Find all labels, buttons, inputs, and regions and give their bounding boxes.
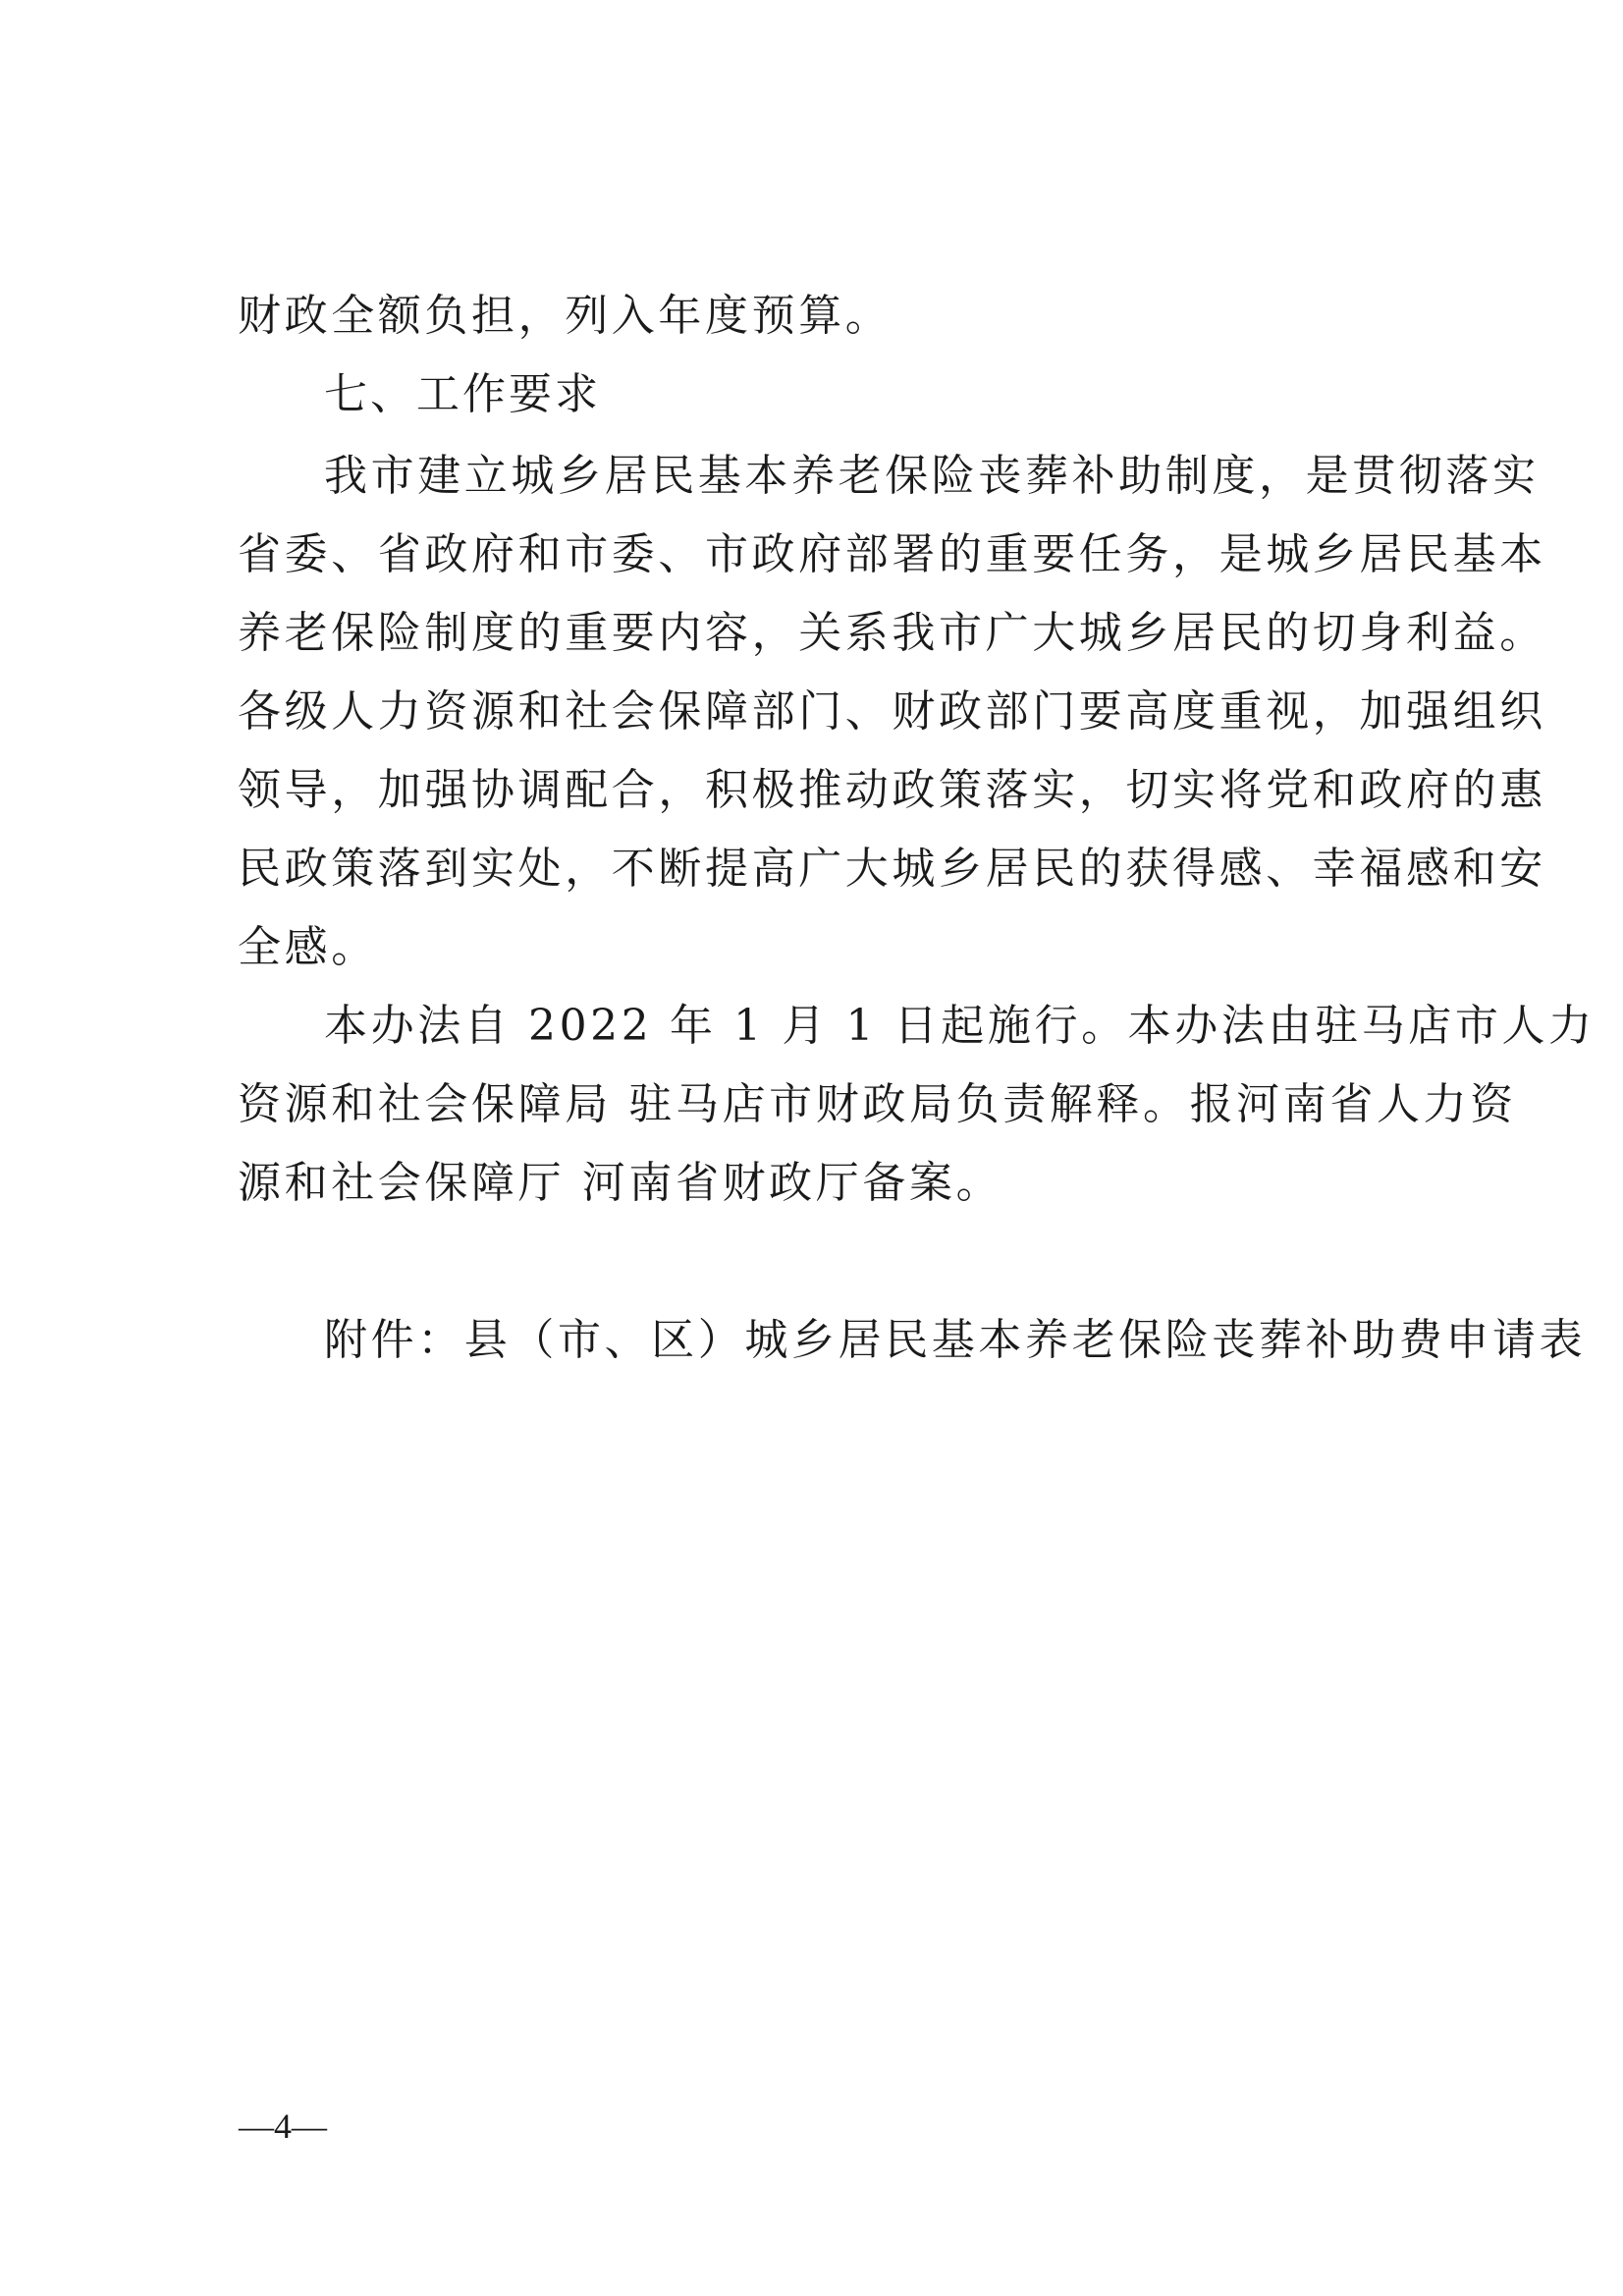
paragraph-line: 领导，加强协调配合，积极推动政策落实，切实将党和政府的惠	[238, 765, 1546, 815]
paragraph-line: 省委、省政府和市委、市政府部署的重要任务，是城乡居民基本	[238, 529, 1546, 579]
paragraph-line: 资源和社会保障局 驻马店市财政局负责解释。报河南省人力资	[238, 1079, 1517, 1129]
paragraph-line: 全感。	[238, 922, 378, 972]
paragraph-line: 民政策落到实处，不断提高广大城乡居民的获得感、幸福感和安	[238, 844, 1546, 894]
paragraph-line: 我市建立城乡居民基本养老保险丧葬补助制度，是贯彻落实	[324, 451, 1540, 501]
paragraph-line: 源和社会保障厅 河南省财政厅备案。	[238, 1158, 1003, 1208]
paragraph-line: 养老保险制度的重要内容，关系我市广大城乡居民的切身利益。	[238, 608, 1546, 658]
paragraph-line: 本办法自 2022 年 1 月 1 日起施行。本办法由驻马店市人力	[324, 1001, 1596, 1051]
continuation-line: 财政全额负担，列入年度预算。	[238, 291, 893, 341]
section-heading: 七、工作要求	[324, 369, 601, 419]
paragraph-line: 各级人力资源和社会保障部门、财政部门要高度重视，加强组织	[238, 686, 1546, 737]
attachment-line: 附件：县（市、区）城乡居民基本养老保险丧葬补助费申请表	[324, 1315, 1587, 1365]
page-number: —4—	[239, 2106, 327, 2146]
